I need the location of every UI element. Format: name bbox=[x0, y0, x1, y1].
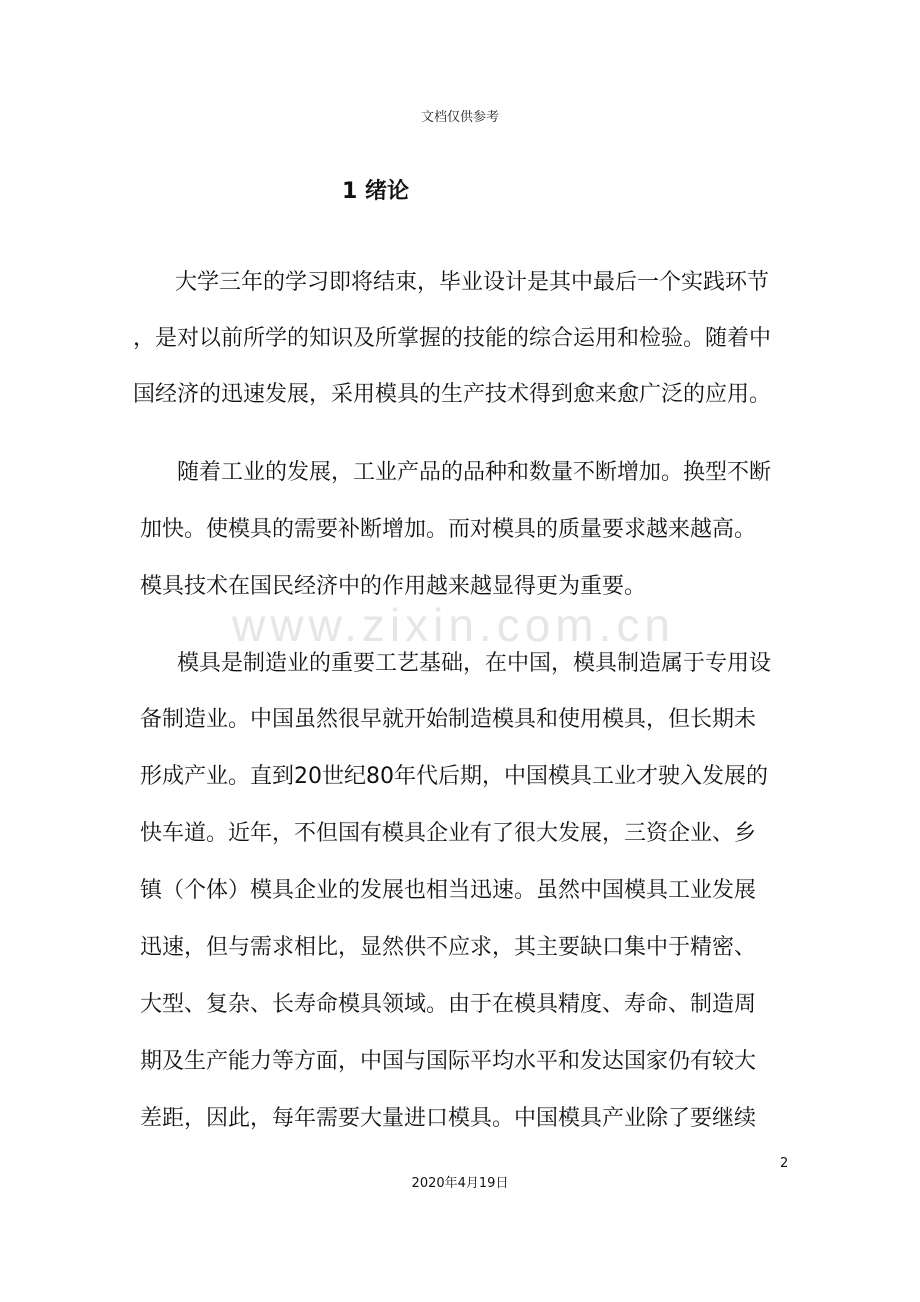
section-title: 1 绪论 bbox=[342, 179, 409, 204]
paragraph-2-line-2: 加快。使模具的需要补断增加。而对模具的质量要求越来越高。 bbox=[140, 517, 757, 542]
paragraph-2-line-3: 模具技术在国民经济中的作用越来越显得更为重要。 bbox=[140, 574, 647, 599]
paragraph-3-line-9: 差距，因此，每年需要大量进口模具。中国模具产业除了要继续 bbox=[140, 1106, 757, 1131]
page-number: 2 bbox=[780, 1156, 789, 1171]
paragraph-3-line-4: 快车道。近年，不但国有模具企业有了很大发展，三资企业、乡 bbox=[140, 821, 757, 846]
paragraph-1-line-3: 国经济的迅速发展，采用模具的生产技术得到愈来愈广泛的应用。 bbox=[133, 382, 772, 407]
watermark: www.zixin.com.cn bbox=[232, 599, 675, 651]
paragraph-1-line-1: 大学三年的学习即将结束，毕业设计是其中最后一个实践环节 bbox=[175, 270, 770, 295]
paragraph-3-line-6: 迅速，但与需求相比，显然供不应求，其主要缺口集中于精密、 bbox=[140, 935, 757, 960]
footer-date: 2020年4月19日 bbox=[411, 1176, 509, 1191]
paragraph-3-line-3: 形成产业。直到20世纪80年代后期，中国模具工业才驶入发展的 bbox=[140, 764, 768, 789]
paragraph-2-line-1: 随着工业的发展，工业产品的品种和数量不断增加。换型不断 bbox=[177, 460, 772, 485]
paragraph-3-line-1: 模具是制造业的重要工艺基础，在中国，模具制造属于专用设 bbox=[177, 651, 772, 676]
paragraph-3-line-5: 镇（个体）模具企业的发展也相当迅速。虽然中国模具工业发展 bbox=[140, 878, 757, 903]
paragraph-3-line-8: 期及生产能力等方面，中国与国际平均水平和发达国家仍有较大 bbox=[140, 1049, 757, 1074]
paragraph-3-line-2: 备制造业。中国虽然很早就开始制造模具和使用模具，但长期未 bbox=[140, 707, 757, 732]
paragraph-3-line-7: 大型、复杂、长寿命模具领域。由于在模具精度、寿命、制造周 bbox=[140, 992, 757, 1017]
page-header: 文档仅供参考 bbox=[420, 110, 499, 125]
paragraph-1-line-2: ，是对以前所学的知识及所掌握的技能的综合运用和检验。随着中 bbox=[133, 326, 772, 351]
